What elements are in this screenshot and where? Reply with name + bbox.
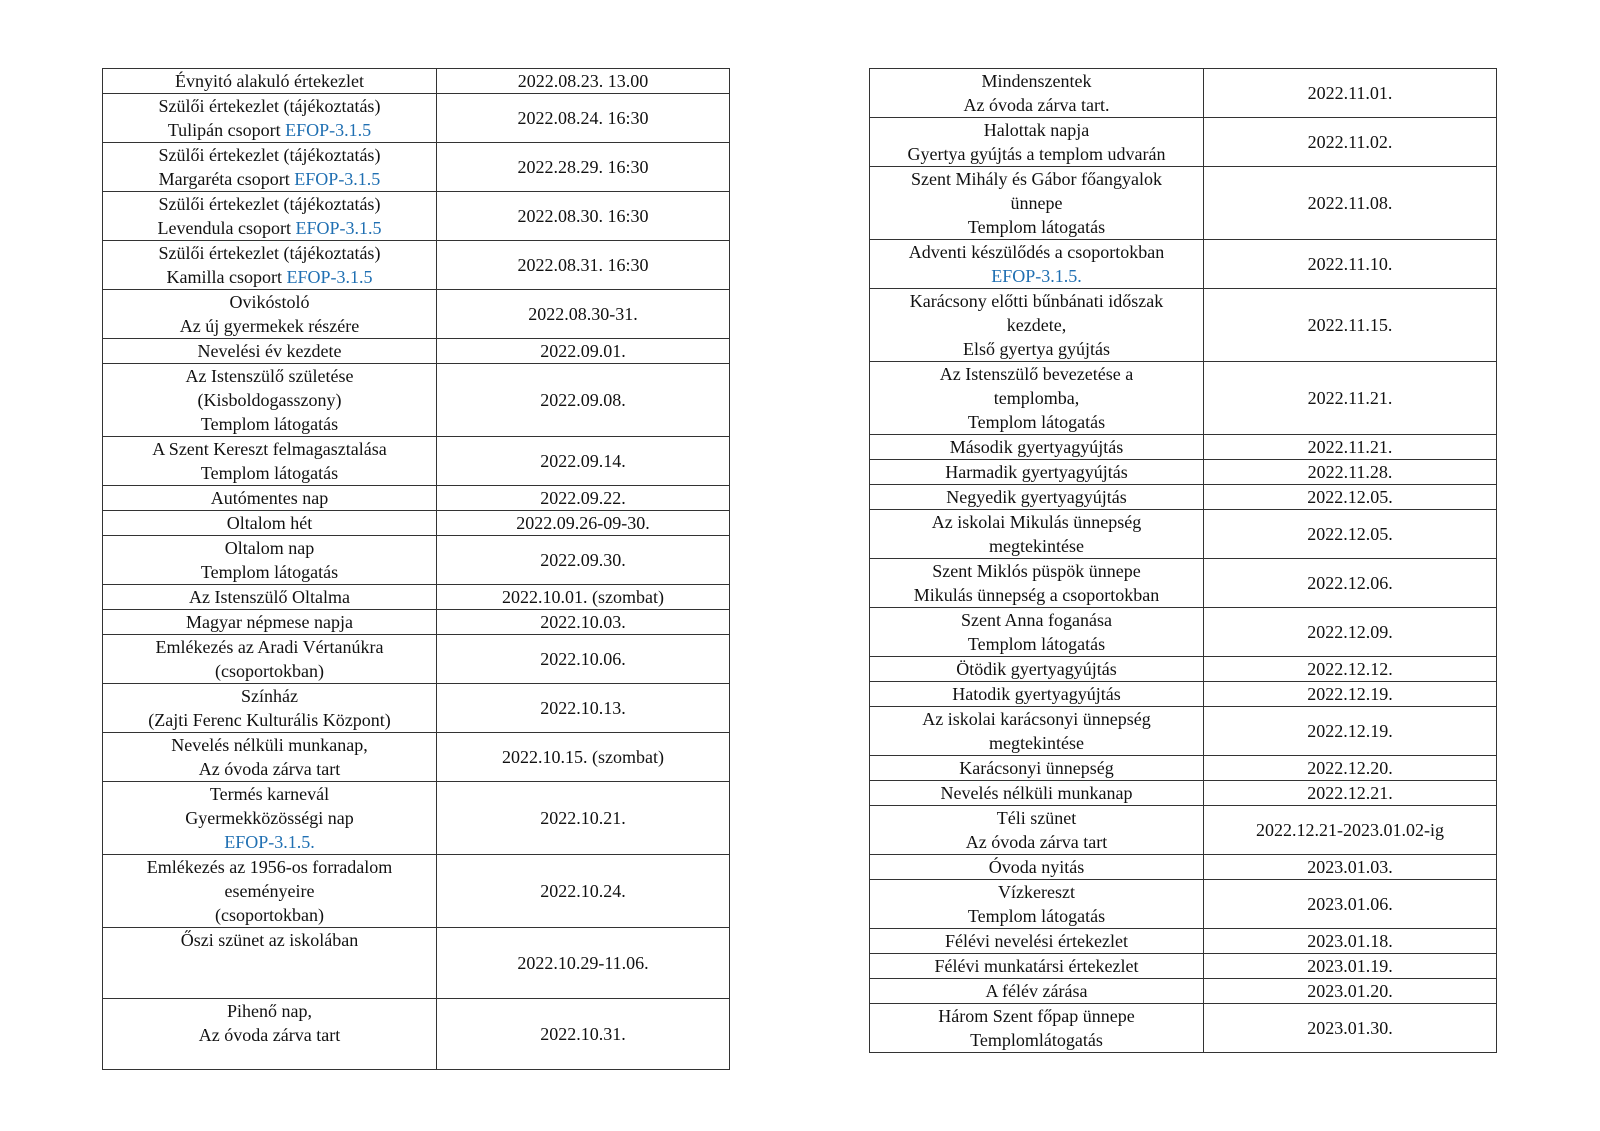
table-row xyxy=(870,485,1497,510)
event-cell xyxy=(870,929,1204,954)
event-line: Második gyertyagyújtás xyxy=(949,437,1124,457)
event-cell xyxy=(103,69,437,94)
event-line: Adventi készülődés a csoportokban xyxy=(908,242,1165,262)
event-line: ünnepe xyxy=(1010,193,1063,213)
date-cell: 2022.09.14. xyxy=(437,437,730,486)
table-row xyxy=(103,610,730,635)
event-line: Szülői értekezlet (tájékoztatás) xyxy=(158,194,381,214)
event-line: Szent Anna foganása xyxy=(961,610,1112,630)
event-line: kezdete, xyxy=(1006,315,1067,335)
event-cell xyxy=(870,781,1204,806)
event-line: Félévi munkatársi értekezlet xyxy=(934,956,1139,976)
event-cell xyxy=(870,69,1204,118)
date-cell: 2022.11.02. xyxy=(1204,118,1497,167)
table-row xyxy=(870,979,1497,1004)
event-line: Templomlátogatás xyxy=(970,1030,1103,1050)
event-line: Hatodik gyertyagyújtás xyxy=(952,684,1121,704)
event-cell xyxy=(870,954,1204,979)
event-line: Színház xyxy=(241,686,298,706)
date-cell: 2022.12.19. xyxy=(1204,682,1497,707)
event-line xyxy=(107,265,432,289)
event-line: megtekintése xyxy=(989,733,1084,753)
event-line: Évnyitó alakuló értekezlet xyxy=(175,71,364,91)
table-row xyxy=(870,707,1497,756)
event-line: Templom látogatás xyxy=(200,463,339,483)
event-cell xyxy=(103,94,437,143)
event-line: Mindenszentek xyxy=(981,71,1092,91)
event-line: Templom látogatás xyxy=(200,414,339,434)
table-row xyxy=(870,118,1497,167)
date-cell: 2022.12.05. xyxy=(1204,510,1497,559)
date-cell: 2022.08.23. 13.00 xyxy=(437,69,730,94)
event-line: Szülői értekezlet (tájékoztatás) xyxy=(158,243,381,263)
event-line: Az óvoda zárva tart xyxy=(198,759,341,779)
date-cell: 2022.12.19. xyxy=(1204,707,1497,756)
date-cell: 2022.08.30-31. xyxy=(437,290,730,339)
date-cell: 2022.11.21. xyxy=(1204,435,1497,460)
event-line-text: Kamilla csoport xyxy=(166,267,287,287)
left-table-body xyxy=(103,69,730,1070)
event-line: templomba, xyxy=(993,388,1080,408)
event-line: Karácsony előtti bűnbánati időszak xyxy=(909,291,1164,311)
table-row xyxy=(870,167,1497,240)
event-line: (Zajti Ferenc Kulturális Központ) xyxy=(148,710,391,730)
table-row xyxy=(103,241,730,290)
event-line: Oltalom nap xyxy=(224,538,315,558)
date-cell: 2022.11.10. xyxy=(1204,240,1497,289)
date-cell: 2022.11.15. xyxy=(1204,289,1497,362)
event-cell xyxy=(103,585,437,610)
date-cell: 2022.11.01. xyxy=(1204,69,1497,118)
event-line: Az iskolai karácsonyi ünnepség xyxy=(922,709,1151,729)
right-schedule-table xyxy=(869,68,1497,1053)
date-cell: 2022.09.30. xyxy=(437,536,730,585)
event-cell xyxy=(870,880,1204,929)
table-row xyxy=(103,782,730,855)
event-cell xyxy=(103,684,437,733)
table-row xyxy=(870,608,1497,657)
table-row xyxy=(870,460,1497,485)
event-cell xyxy=(870,460,1204,485)
event-line: (Kisboldogasszony) xyxy=(197,390,342,410)
table-row xyxy=(103,437,730,486)
date-cell: 2022.08.30. 16:30 xyxy=(437,192,730,241)
table-row xyxy=(103,585,730,610)
table-row xyxy=(870,682,1497,707)
event-line: A félév zárása xyxy=(985,981,1088,1001)
event-cell xyxy=(870,167,1204,240)
event-line: Vízkereszt xyxy=(998,882,1075,902)
event-cell xyxy=(103,733,437,782)
event-line: Az Istenszülő bevezetése a xyxy=(939,364,1134,384)
date-cell: 2023.01.19. xyxy=(1204,954,1497,979)
date-cell: 2022.11.28. xyxy=(1204,460,1497,485)
date-cell: 2022.10.29-11.06. xyxy=(437,928,730,999)
event-cell xyxy=(103,782,437,855)
event-line: Három Szent főpap ünnepe xyxy=(938,1006,1135,1026)
event-line: Őszi szünet az iskolában xyxy=(180,930,359,950)
event-line: Templom látogatás xyxy=(967,217,1106,237)
event-line: Első gyertya gyújtás xyxy=(963,339,1110,359)
table-row xyxy=(870,657,1497,682)
event-cell xyxy=(870,979,1204,1004)
event-cell xyxy=(103,241,437,290)
event-line-text: Margaréta csoport xyxy=(158,169,295,189)
table-row xyxy=(870,289,1497,362)
table-row xyxy=(870,362,1497,435)
event-cell xyxy=(870,485,1204,510)
event-cell xyxy=(870,559,1204,608)
event-cell xyxy=(870,435,1204,460)
event-cell xyxy=(103,511,437,536)
event-line: Az óvoda zárva tart xyxy=(965,832,1108,852)
table-row xyxy=(103,364,730,437)
date-cell: 2022.10.01. (szombat) xyxy=(437,585,730,610)
date-cell: 2023.01.30. xyxy=(1204,1004,1497,1053)
table-row xyxy=(103,192,730,241)
table-row xyxy=(870,756,1497,781)
event-line: Nevelés nélküli munkanap, xyxy=(171,735,368,755)
table-row xyxy=(870,806,1497,855)
efop-link[interactable]: EFOP-3.1.5. xyxy=(224,832,315,852)
event-line: Szent Mihály és Gábor főangyalok xyxy=(911,169,1162,189)
event-line: Templom látogatás xyxy=(967,412,1106,432)
event-line: Magyar népmese napja xyxy=(186,612,353,632)
event-line: Negyedik gyertyagyújtás xyxy=(946,487,1127,507)
date-cell: 2022.08.31. 16:30 xyxy=(437,241,730,290)
event-cell xyxy=(103,928,437,999)
date-cell: 2022.09.22. xyxy=(437,486,730,511)
event-cell xyxy=(103,143,437,192)
date-cell: 2022.12.21-2023.01.02-ig xyxy=(1204,806,1497,855)
event-line: Az óvoda zárva tart xyxy=(198,1025,341,1045)
event-cell xyxy=(870,1004,1204,1053)
event-line: Gyertya gyújtás a templom udvarán xyxy=(907,144,1166,164)
table-row xyxy=(103,143,730,192)
event-line: Szent Miklós püspök ünnepe xyxy=(932,561,1141,581)
date-cell: 2022.11.21. xyxy=(1204,362,1497,435)
table-row xyxy=(103,69,730,94)
date-cell: 2022.10.31. xyxy=(437,999,730,1070)
event-line: Templom látogatás xyxy=(200,562,339,582)
event-line-text: Levendula csoport xyxy=(157,218,296,238)
date-cell: 2022.10.06. xyxy=(437,635,730,684)
date-cell: 2023.01.06. xyxy=(1204,880,1497,929)
table-row xyxy=(103,290,730,339)
event-cell xyxy=(103,437,437,486)
event-cell xyxy=(103,364,437,437)
table-row xyxy=(870,781,1497,806)
date-cell: 2022.28.29. 16:30 xyxy=(437,143,730,192)
event-line: Emlékezés az 1956-os forradalom xyxy=(146,857,393,877)
efop-link[interactable]: EFOP-3.1.5 xyxy=(294,169,381,189)
date-cell: 2022.12.21. xyxy=(1204,781,1497,806)
table-row xyxy=(103,635,730,684)
event-line: Emlékezés az Aradi Vértanúkra xyxy=(155,637,384,657)
event-line-text: Tulipán csoport xyxy=(167,120,286,140)
event-cell xyxy=(870,756,1204,781)
table-row xyxy=(103,684,730,733)
event-cell xyxy=(103,486,437,511)
date-cell: 2022.11.08. xyxy=(1204,167,1497,240)
event-cell xyxy=(103,290,437,339)
event-line: Az Istenszülő születése xyxy=(185,366,354,386)
event-line: Téli szünet xyxy=(996,808,1077,828)
date-cell: 2022.09.08. xyxy=(437,364,730,437)
date-cell: 2023.01.20. xyxy=(1204,979,1497,1004)
event-line: Harmadik gyertyagyújtás xyxy=(945,462,1128,482)
table-row xyxy=(870,880,1497,929)
table-row xyxy=(103,999,730,1070)
efop-link[interactable]: EFOP-3.1.5 xyxy=(295,218,382,238)
date-cell: 2022.12.06. xyxy=(1204,559,1497,608)
table-row xyxy=(103,486,730,511)
event-cell xyxy=(870,289,1204,362)
event-line: Oltalom hét xyxy=(226,513,313,533)
event-line: Az óvoda zárva tart. xyxy=(963,95,1110,115)
date-cell: 2022.10.21. xyxy=(437,782,730,855)
event-line: Ötödik gyertyagyújtás xyxy=(956,659,1117,679)
table-row xyxy=(870,1004,1497,1053)
event-cell xyxy=(870,657,1204,682)
event-line: Nevelési év kezdete xyxy=(197,341,342,361)
table-row xyxy=(870,855,1497,880)
event-line: Az Istenszülő Oltalma xyxy=(189,587,350,607)
event-line xyxy=(107,118,432,142)
event-line: Autómentes nap xyxy=(210,488,329,508)
event-line: Nevelés nélküli munkanap xyxy=(940,783,1133,803)
event-line: Az iskolai Mikulás ünnepség xyxy=(931,512,1142,532)
table-row xyxy=(870,435,1497,460)
event-cell xyxy=(870,806,1204,855)
event-line: Pihenő nap, xyxy=(227,1001,312,1021)
event-cell xyxy=(103,635,437,684)
table-row xyxy=(870,954,1497,979)
event-line: eseményeire xyxy=(224,881,315,901)
event-cell xyxy=(870,682,1204,707)
table-row xyxy=(103,94,730,143)
event-cell xyxy=(103,192,437,241)
event-line: Gyermekközösségi nap xyxy=(185,808,354,828)
event-line: Szülői értekezlet (tájékoztatás) xyxy=(158,145,381,165)
event-cell xyxy=(103,610,437,635)
date-cell: 2022.10.13. xyxy=(437,684,730,733)
event-line: Szülői értekezlet (tájékoztatás) xyxy=(158,96,381,116)
event-line: (csoportokban) xyxy=(215,661,324,681)
table-row xyxy=(103,339,730,364)
right-table-body xyxy=(870,69,1497,1053)
event-line xyxy=(107,167,432,191)
event-line: megtekintése xyxy=(989,536,1084,556)
event-cell xyxy=(103,855,437,928)
left-schedule-table xyxy=(102,68,730,1070)
event-cell xyxy=(103,536,437,585)
date-cell: 2023.01.03. xyxy=(1204,855,1497,880)
date-cell: 2022.08.24. 16:30 xyxy=(437,94,730,143)
date-cell: 2022.12.20. xyxy=(1204,756,1497,781)
event-line: Ovikóstoló xyxy=(229,292,310,312)
date-cell: 2022.10.24. xyxy=(437,855,730,928)
table-row xyxy=(103,733,730,782)
event-cell xyxy=(103,999,437,1070)
efop-link[interactable]: EFOP-3.1.5 xyxy=(285,120,372,140)
date-cell: 2022.12.12. xyxy=(1204,657,1497,682)
event-cell xyxy=(870,362,1204,435)
table-row xyxy=(870,69,1497,118)
date-cell: 2023.01.18. xyxy=(1204,929,1497,954)
table-row xyxy=(870,510,1497,559)
event-cell xyxy=(870,608,1204,657)
event-line: Az új gyermekek részére xyxy=(179,316,360,336)
event-line: (csoportokban) xyxy=(215,905,324,925)
event-line: Óvoda nyitás xyxy=(988,857,1085,877)
table-row xyxy=(870,929,1497,954)
date-cell: 2022.10.03. xyxy=(437,610,730,635)
event-line: A Szent Kereszt felmagasztalása xyxy=(152,439,387,459)
event-line: Félévi nevelési értekezlet xyxy=(945,931,1128,951)
event-line: Templom látogatás xyxy=(967,906,1106,926)
efop-link[interactable]: EFOP-3.1.5. xyxy=(991,266,1082,286)
table-row xyxy=(870,240,1497,289)
table-row xyxy=(870,559,1497,608)
efop-link[interactable]: EFOP-3.1.5 xyxy=(286,267,373,287)
event-line: Halottak napja xyxy=(983,120,1090,140)
event-line: Karácsonyi ünnepség xyxy=(959,758,1114,778)
date-cell: 2022.09.26-09-30. xyxy=(437,511,730,536)
date-cell: 2022.12.05. xyxy=(1204,485,1497,510)
event-line: Termés karnevál xyxy=(209,784,330,804)
event-cell xyxy=(870,855,1204,880)
date-cell: 2022.09.01. xyxy=(437,339,730,364)
table-row xyxy=(103,536,730,585)
event-line xyxy=(107,216,432,240)
table-row xyxy=(103,855,730,928)
table-row xyxy=(103,928,730,999)
date-cell: 2022.12.09. xyxy=(1204,608,1497,657)
event-cell xyxy=(103,339,437,364)
event-line: Templom látogatás xyxy=(967,634,1106,654)
event-cell xyxy=(870,118,1204,167)
event-line: Mikulás ünnepség a csoportokban xyxy=(913,585,1160,605)
date-cell: 2022.10.15. (szombat) xyxy=(437,733,730,782)
event-cell xyxy=(870,707,1204,756)
table-row xyxy=(103,511,730,536)
event-cell xyxy=(870,240,1204,289)
event-cell xyxy=(870,510,1204,559)
